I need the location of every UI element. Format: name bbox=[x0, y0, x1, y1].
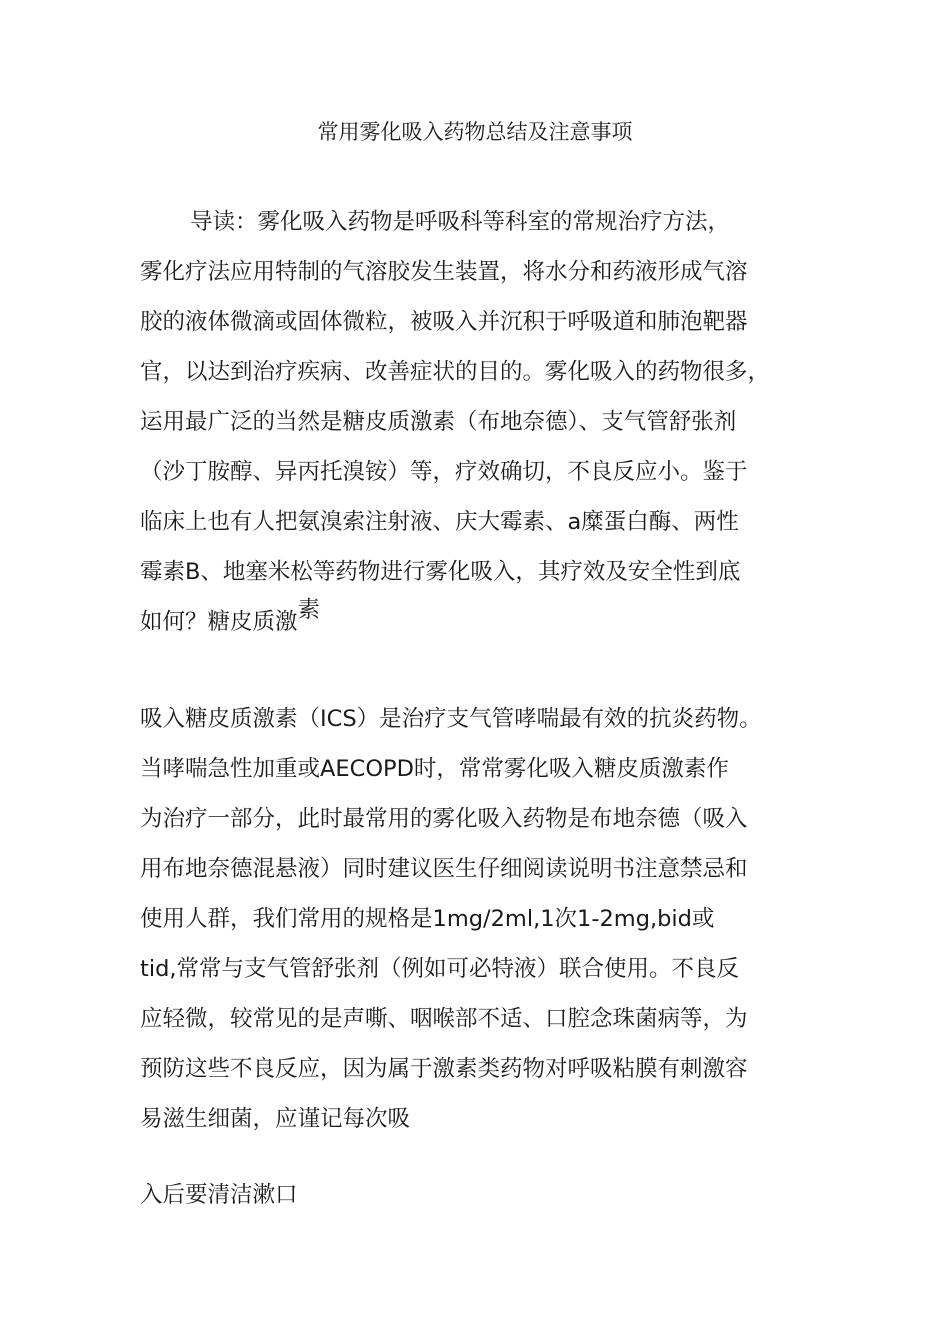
ics-line-2: 当哮喘急性加重或AECOPD时，常常雾化吸入糖皮质激素作 bbox=[140, 756, 729, 782]
intro-line-1: 导读：雾化吸入药物是呼吸科等科室的常规治疗方法， bbox=[190, 209, 731, 235]
intro-line-5: 运用最广泛的当然是糖皮质激素（布地奈德）、支气管舒张剂 bbox=[140, 409, 737, 435]
intro-line-9-tail: 素 bbox=[297, 597, 321, 623]
ics-line-8: 预防这些不良反应，因为属于激素类药物对呼吸粘膜有刺激容 bbox=[140, 1056, 748, 1082]
intro-line-7: 临床上也有人把氨溴索注射液、庆大霉素、a糜蛋白酶、两性 bbox=[140, 509, 739, 535]
document-title: 常用雾化吸入药物总结及注意事项 bbox=[317, 120, 633, 144]
last-line: 入后要清洁漱口 bbox=[140, 1182, 298, 1208]
intro-line-3: 胶的液体微滴或固体微粒，被吸入并沉积于呼吸道和肺泡靶器 bbox=[140, 309, 748, 335]
intro-line-2: 雾化疗法应用特制的气溶胶发生装置，将水分和药液形成气溶 bbox=[140, 259, 748, 285]
intro-line-9 bbox=[140, 597, 321, 637]
ics-line-4: 用布地奈德混悬液）同时建议医生仔细阅读说明书注意禁忌和 bbox=[140, 856, 748, 882]
intro-line-6: （沙丁胺醇、异丙托溴铵）等，疗效确切，不良反应小。鉴于 bbox=[140, 459, 748, 485]
ics-line-9: 易滋生细菌，应谨记每次吸 bbox=[140, 1106, 411, 1132]
ics-line-5: 使用人群，我们常用的规格是1mg/2ml,1次1-2mg,bid或 bbox=[140, 906, 715, 932]
intro-line-8: 霉素B、地塞米松等药物进行雾化吸入，其疗效及安全性到底 bbox=[140, 559, 741, 585]
intro-line-4: 官，以达到治疗疾病、改善症状的目的。雾化吸入的药物很多， bbox=[140, 359, 771, 385]
ics-line-7: 应轻微，较常见的是声嘶、咽喉部不适、口腔念珠菌病等，为 bbox=[140, 1006, 748, 1032]
ics-line-6: tid,常常与支气管舒张剂（例如可必特液）联合使用。不良反 bbox=[140, 956, 740, 982]
intro-line-9-text: 如何？糖皮质激 bbox=[140, 609, 298, 635]
ics-line-3: 为治疗一部分，此时最常用的雾化吸入药物是布地奈德（吸入 bbox=[140, 806, 748, 832]
ics-line-1: 吸入糖皮质激素（ICS）是治疗支气管哮喘最有效的抗炎药物。 bbox=[140, 706, 762, 732]
